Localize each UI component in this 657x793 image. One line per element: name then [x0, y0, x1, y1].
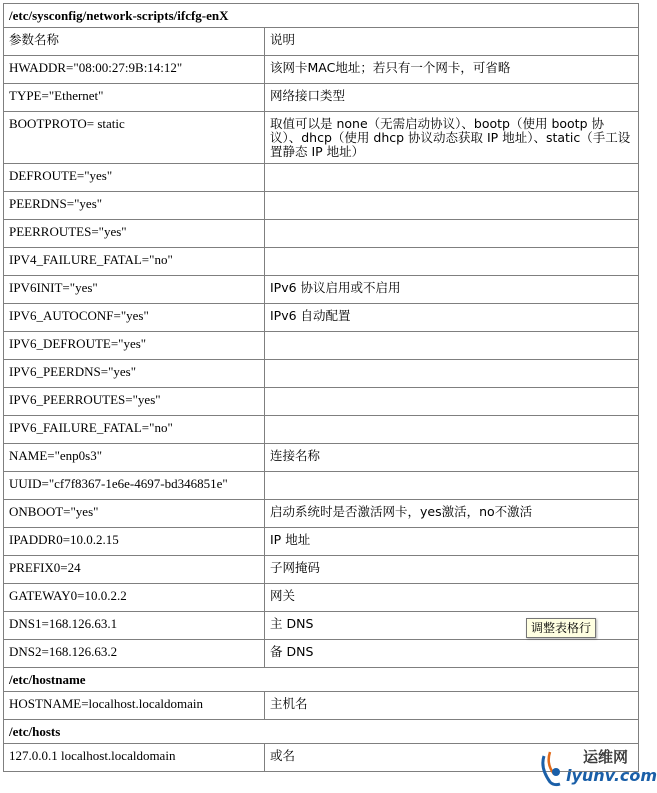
- description-cell: 说明: [265, 28, 639, 56]
- table-row: [4, 248, 639, 276]
- tooltip-adjust-row: 调整表格行: [526, 618, 596, 638]
- description-cell: [265, 248, 639, 276]
- param-cell: IPV4_FAILURE_FATAL="no": [4, 248, 265, 276]
- param-cell: IPADDR0=10.0.2.15: [4, 528, 265, 556]
- param-cell: DEFROUTE="yes": [4, 164, 265, 192]
- param-cell: PEERROUTES="yes": [4, 220, 265, 248]
- table-row: [4, 28, 639, 56]
- table-row: [4, 192, 639, 220]
- param-cell: NAME="enp0s3": [4, 444, 265, 472]
- section-header-row: [4, 668, 639, 692]
- param-cell: BOOTPROTO= static: [4, 112, 265, 164]
- param-cell: PEERDNS="yes": [4, 192, 265, 220]
- table-row: [4, 556, 639, 584]
- table-row: [4, 220, 639, 248]
- param-cell: IPV6_DEFROUTE="yes": [4, 332, 265, 360]
- description-cell: IP 地址: [265, 528, 639, 556]
- config-table: [3, 3, 639, 772]
- param-cell: IPV6INIT="yes": [4, 276, 265, 304]
- section-header: /etc/sysconfig/network-scripts/ifcfg-enX: [4, 4, 639, 28]
- description-cell: 启动系统时是否激活网卡，yes激活，no不激活: [265, 500, 639, 528]
- description-cell: IPv6 协议启用或不启用: [265, 276, 639, 304]
- description-cell: [265, 220, 639, 248]
- description-cell: 网络接口类型: [265, 84, 639, 112]
- table-row: [4, 332, 639, 360]
- table-row: [4, 304, 639, 332]
- param-cell: ONBOOT="yes": [4, 500, 265, 528]
- param-cell: IPV6_PEERDNS="yes": [4, 360, 265, 388]
- watermark-text-en: iyunv.com: [566, 766, 657, 785]
- param-cell: IPV6_AUTOCONF="yes": [4, 304, 265, 332]
- description-cell: [265, 472, 639, 500]
- param-cell: GATEWAY0=10.0.2.2: [4, 584, 265, 612]
- description-cell: [265, 164, 639, 192]
- description-cell: 或名: [265, 744, 639, 772]
- param-cell: HOSTNAME=localhost.localdomain: [4, 692, 265, 720]
- table-row: [4, 276, 639, 304]
- param-cell: DNS1=168.126.63.1: [4, 612, 265, 640]
- description-cell: [265, 360, 639, 388]
- description-cell: 连接名称: [265, 444, 639, 472]
- description-cell: 备 DNS: [265, 640, 639, 668]
- description-cell: [265, 388, 639, 416]
- table-row: [4, 640, 639, 668]
- param-cell: UUID="cf7f8367-1e6e-4697-bd346851e": [4, 472, 265, 500]
- description-cell: 该网卡MAC地址；若只有一个网卡，可省略: [265, 56, 639, 84]
- description-cell: 网关: [265, 584, 639, 612]
- watermark-text-cn: 运维网: [583, 748, 629, 766]
- param-cell: PREFIX0=24: [4, 556, 265, 584]
- table-row: [4, 84, 639, 112]
- param-cell: TYPE="Ethernet": [4, 84, 265, 112]
- table-row: [4, 692, 639, 720]
- param-cell: DNS2=168.126.63.2: [4, 640, 265, 668]
- table-row: [4, 164, 639, 192]
- description-cell: [265, 332, 639, 360]
- table-row: [4, 416, 639, 444]
- table-row: [4, 528, 639, 556]
- description-cell: 子网掩码: [265, 556, 639, 584]
- description-cell: 主机名: [265, 692, 639, 720]
- table-row: [4, 584, 639, 612]
- section-header: /etc/hostname: [4, 668, 639, 692]
- watermark-logo: [538, 742, 657, 788]
- description-cell: [265, 416, 639, 444]
- description-cell: 主 DNS: [265, 612, 639, 640]
- table-row: [4, 444, 639, 472]
- table-row: [4, 360, 639, 388]
- description-cell: [265, 192, 639, 220]
- section-header-row: [4, 4, 639, 28]
- section-header-row: [4, 720, 639, 744]
- table-row: [4, 112, 639, 164]
- section-header: /etc/hosts: [4, 720, 639, 744]
- table-row: [4, 472, 639, 500]
- param-cell: IPV6_PEERROUTES="yes": [4, 388, 265, 416]
- param-cell: 127.0.0.1 localhost.localdomain: [4, 744, 265, 772]
- description-cell: IPv6 自动配置: [265, 304, 639, 332]
- table-row: [4, 388, 639, 416]
- table-row: [4, 500, 639, 528]
- param-cell: HWADDR="08:00:27:9B:14:12": [4, 56, 265, 84]
- param-cell: IPV6_FAILURE_FATAL="no": [4, 416, 265, 444]
- param-cell: 参数名称: [4, 28, 265, 56]
- table-row: [4, 56, 639, 84]
- description-cell: 取值可以是 none（无需启动协议）、bootp（使用 bootp 协议）、dhcp（使用 dhcp 协议动态获取 IP 地址）、static（手工设置静态 IP 地址）: [265, 112, 639, 164]
